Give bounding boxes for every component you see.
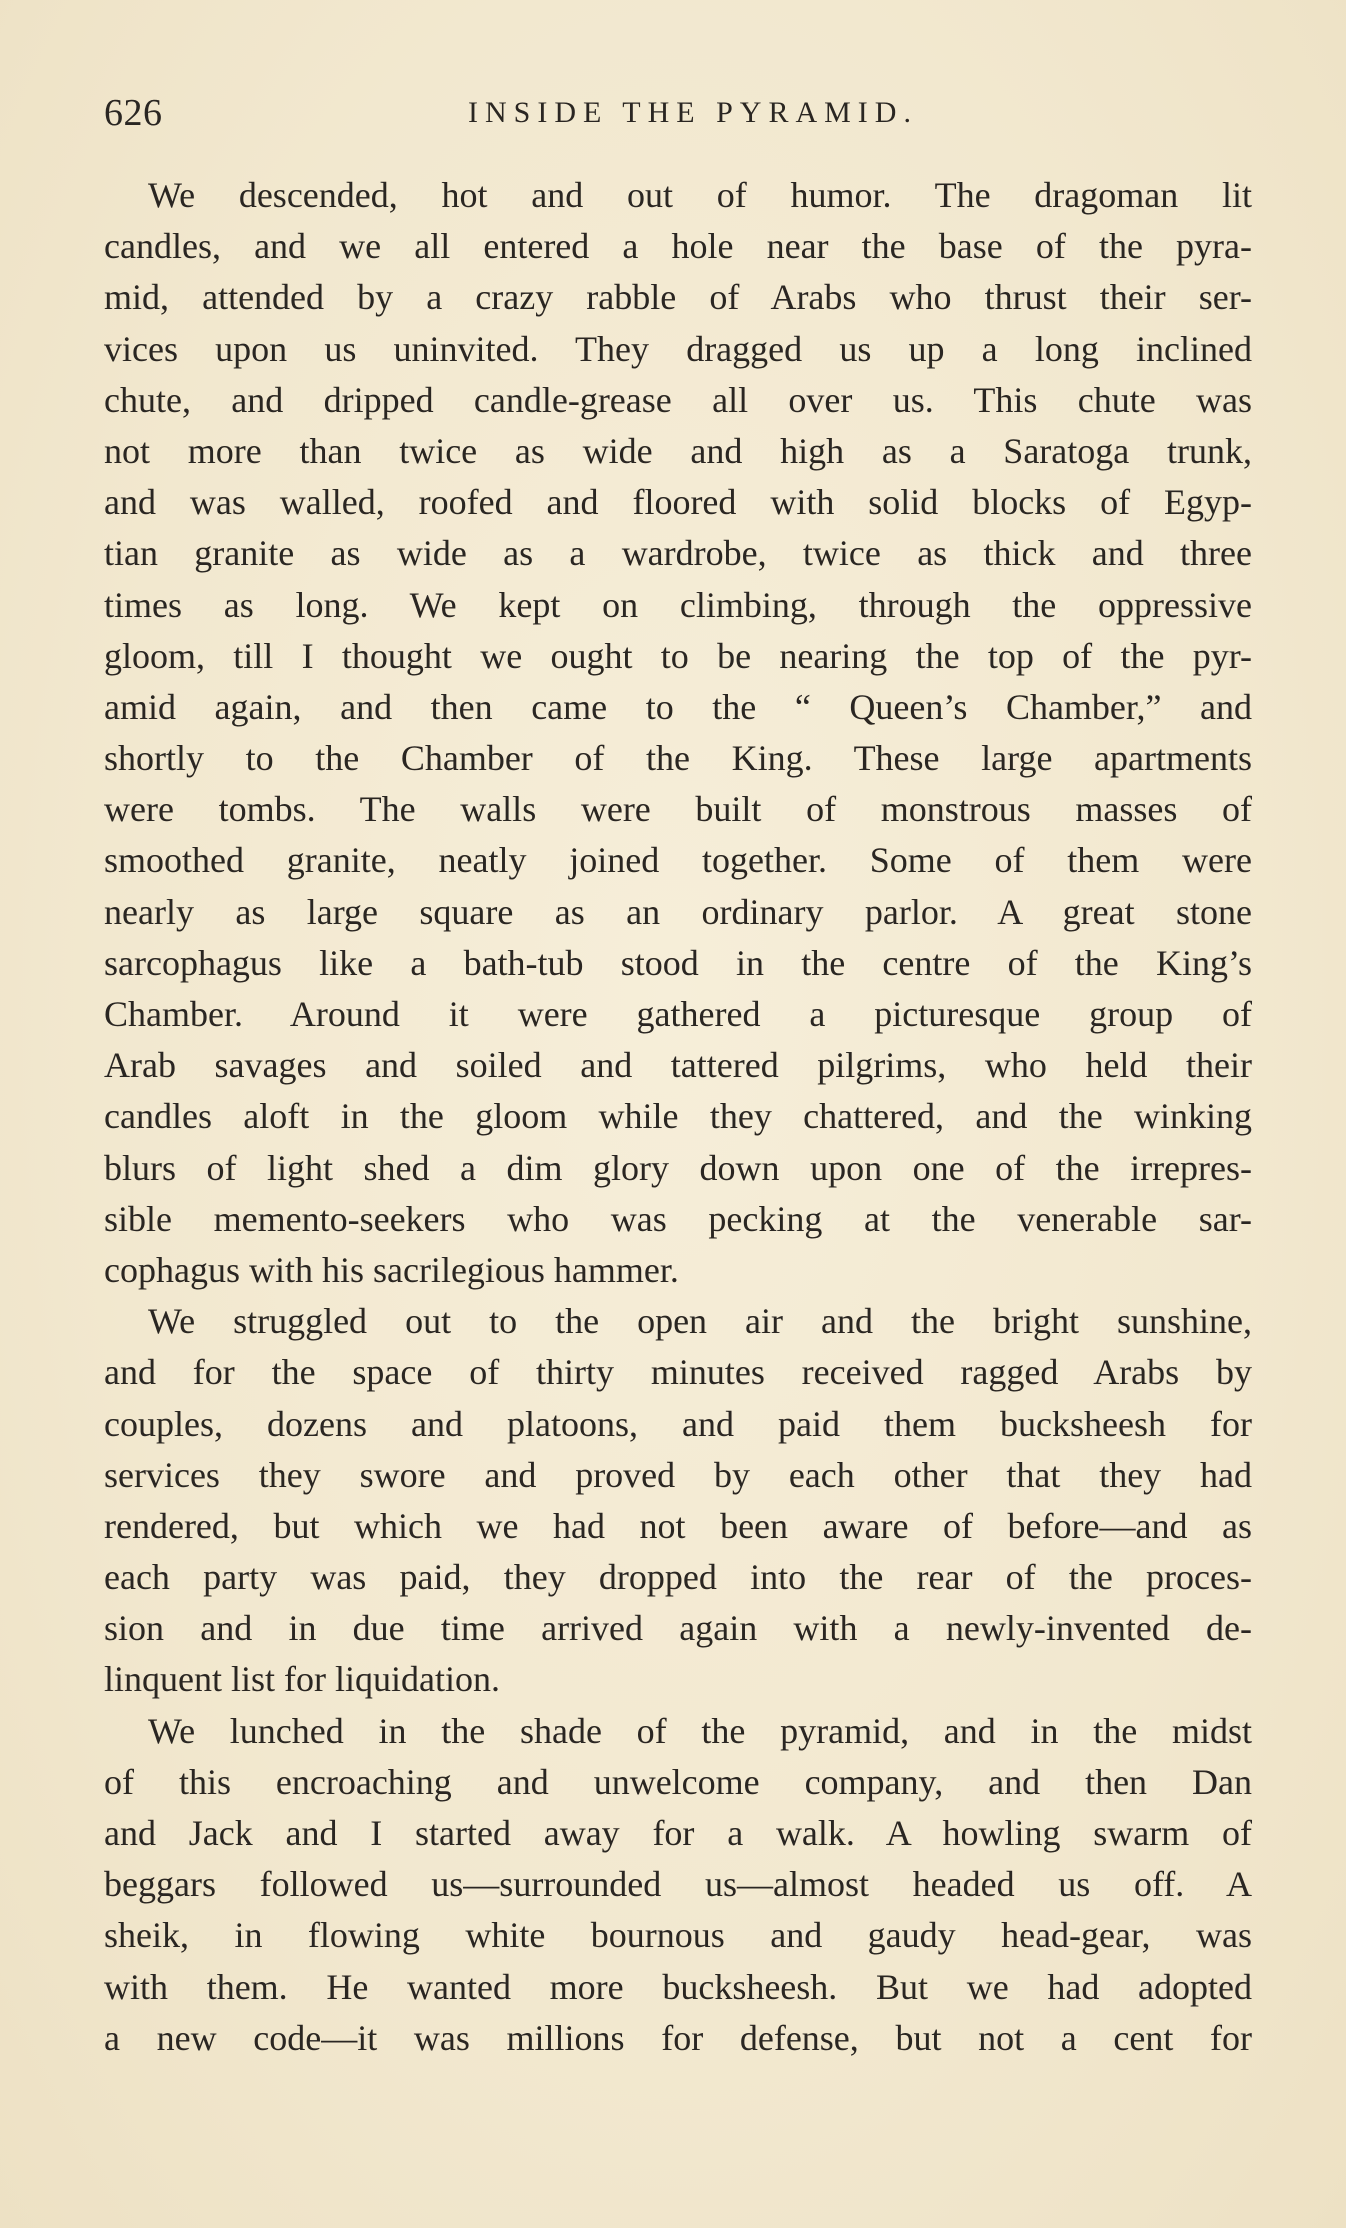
text-line: Arab savages and soiled and tattered pilgrims, who held their — [104, 1045, 1252, 1086]
text-line: vices upon us uninvited. They dragged us up a long inclined — [104, 328, 1252, 369]
text-line: mid, attended by a crazy rabble of Arabs who thrust their ser- — [104, 277, 1252, 318]
text-line: sible memento-seekers who was pecking at the venerable sar- — [104, 1198, 1252, 1239]
text-line: sheik, in flowing white bournous and gaudy head-gear, was — [104, 1915, 1252, 1956]
text-line: rendered, but which we had not been aware of before—and as — [104, 1505, 1252, 1546]
text-line: of this encroaching and unwelcome company, and then Dan — [104, 1761, 1252, 1802]
text-line: blurs of light shed a dim glory down upon one of the irrepres- — [104, 1147, 1252, 1188]
text-line: each party was paid, they dropped into the rear of the proces- — [104, 1557, 1252, 1598]
text-line: sarcophagus like a bath-tub stood in the centre of the King’s — [104, 942, 1252, 983]
text-line: We descended, hot and out of humor. The dragoman lit — [148, 175, 1252, 215]
text-line: We lunched in the shade of the pyramid, and in the midst — [148, 1710, 1252, 1751]
text-line: times as long. We kept on climbing, through the oppressive — [104, 584, 1252, 625]
body-text — [104, 170, 1252, 2064]
text-line: candles aloft in the gloom while they chattered, and the winking — [104, 1096, 1252, 1137]
text-line: gloom, till I thought we ought to be nearing the top of the pyr- — [104, 635, 1252, 676]
text-line: smoothed granite, neatly joined together. Some of them were — [104, 840, 1252, 881]
text-line: chute, and dripped candle-grease all over us. This chute was — [104, 379, 1252, 420]
text-line: beggars followed us—surrounded us—almost headed us off. A — [104, 1864, 1252, 1905]
text-line: We struggled out to the open air and the bright sunshine, — [148, 1301, 1252, 1342]
running-head: INSIDE THE PYRAMID. — [468, 96, 918, 129]
text-line: candles, and we all entered a hole near the base of the pyra- — [104, 226, 1252, 267]
text-line: nearly as large square as an ordinary parlor. A great stone — [104, 891, 1252, 932]
text-line: a new code—it was millions for defense, but not a cent for — [104, 2017, 1252, 2058]
text-line: sion and in due time arrived again with a newly-invented de- — [104, 1608, 1252, 1649]
text-line: shortly to the Chamber of the King. These large apartments — [104, 738, 1252, 779]
page-number: 626 — [104, 92, 163, 134]
text-line: cophagus with his sacrilegious hammer. — [104, 1249, 679, 1290]
text-line: and for the space of thirty minutes received ragged Arabs by — [104, 1352, 1252, 1393]
text-line: amid again, and then came to the “ Queen’s Chamber,” and — [104, 686, 1252, 727]
text-line: and was walled, roofed and floored with solid blocks of Egyp- — [104, 482, 1252, 523]
text-line: with them. He wanted more bucksheesh. But we had adopted — [104, 1966, 1252, 2007]
text-line: couples, dozens and platoons, and paid them bucksheesh for — [104, 1403, 1252, 1444]
text-line: tian granite as wide as a wardrobe, twice as thick and three — [104, 533, 1252, 574]
text-line: not more than twice as wide and high as a Saratoga trunk, — [104, 430, 1252, 471]
text-line: were tombs. The walls were built of monstrous masses of — [104, 789, 1252, 830]
text-line: Chamber. Around it were gathered a picturesque group of — [104, 994, 1252, 1034]
text-line: and Jack and I started away for a walk. A howling swarm of — [104, 1813, 1252, 1853]
text-line: services they swore and proved by each other that they had — [104, 1454, 1252, 1495]
text-line: linquent list for liquidation. — [104, 1659, 500, 1700]
page-header — [104, 88, 1252, 138]
